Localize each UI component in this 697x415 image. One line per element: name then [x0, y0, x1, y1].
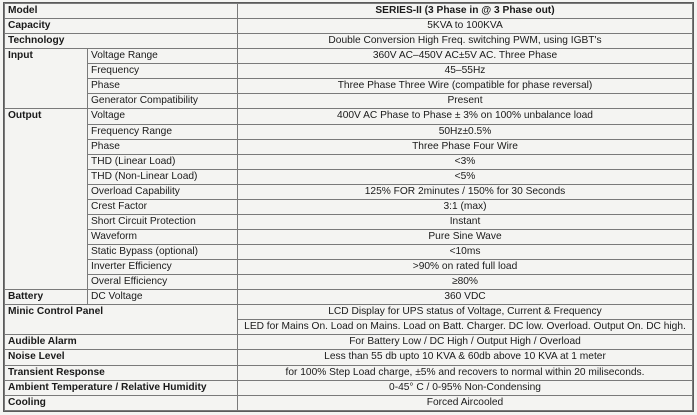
- category-label: Capacity: [5, 19, 238, 34]
- table-row: [5, 19, 693, 34]
- spec-value: Three Phase Four Wire: [238, 139, 693, 154]
- header-model-value: SERIES-II (3 Phase in @ 3 Phase out): [238, 4, 693, 19]
- parameter-label: Overload Capability: [88, 184, 238, 199]
- table-row: [5, 79, 693, 94]
- spec-value: For Battery Low / DC High / Output High / Overload: [238, 335, 693, 350]
- spec-value: <10ms: [238, 245, 693, 260]
- parameter-label: Phase: [88, 79, 238, 94]
- spec-value: for 100% Step Load charge, ±5% and recovers to normal within 20 miliseconds.: [238, 365, 693, 380]
- spec-sheet: [3, 2, 694, 412]
- spec-value: 50Hz±0.5%: [238, 124, 693, 139]
- parameter-label: THD (Linear Load): [88, 154, 238, 169]
- category-label: Technology: [5, 34, 238, 49]
- category-label: Audible Alarm: [5, 335, 238, 350]
- table-row: [5, 275, 693, 290]
- header-label: Model: [5, 4, 238, 19]
- spec-value: 45–55Hz: [238, 64, 693, 79]
- spec-value: 0-45° C / 0-95% Non-Condensing: [238, 380, 693, 395]
- parameter-label: Frequency: [88, 64, 238, 79]
- table-row: [5, 94, 693, 109]
- table-row: [5, 154, 693, 169]
- spec-value: <3%: [238, 154, 693, 169]
- category-label: Noise Level: [5, 350, 238, 365]
- spec-value: Present: [238, 94, 693, 109]
- table-row: [5, 380, 693, 395]
- parameter-label: Voltage: [88, 109, 238, 124]
- table-row: [5, 395, 693, 410]
- spec-value: LED for Mains On. Load on Mains. Load on Batt. Charger. DC low. Overload. Output On. DC high.: [238, 320, 693, 335]
- table-row: [5, 124, 693, 139]
- parameter-label: Frequency Range: [88, 124, 238, 139]
- category-label: Cooling: [5, 395, 238, 410]
- table-row: [5, 199, 693, 214]
- spec-value: Less than 55 db upto 10 KVA & 60db above 10 KVA at 1 meter: [238, 350, 693, 365]
- spec-value: >90% on rated full load: [238, 260, 693, 275]
- parameter-label: Inverter Efficiency: [88, 260, 238, 275]
- spec-value: 360 VDC: [238, 290, 693, 305]
- table-row: [5, 64, 693, 79]
- parameter-label: Generator Compatibility: [88, 94, 238, 109]
- table-row: [5, 169, 693, 184]
- parameter-label: Overal Efficiency: [88, 275, 238, 290]
- category-label: Ambient Temperature / Relative Humidity: [5, 380, 238, 395]
- category-label: Input: [5, 49, 88, 109]
- table-row: [5, 245, 693, 260]
- spec-value: Pure Sine Wave: [238, 229, 693, 244]
- spec-value: Forced Aircooled: [238, 395, 693, 410]
- spec-value: Double Conversion High Freq. switching PWM, using IGBT's: [238, 34, 693, 49]
- table-row: [5, 49, 693, 64]
- spec-value: 125% FOR 2minutes / 150% for 30 Seconds: [238, 184, 693, 199]
- category-label: Minic Control Panel: [5, 305, 238, 335]
- parameter-label: THD (Non-Linear Load): [88, 169, 238, 184]
- header-row: [5, 4, 693, 19]
- parameter-label: Waveform: [88, 229, 238, 244]
- spec-value: 400V AC Phase to Phase ± 3% on 100% unbalance load: [238, 109, 693, 124]
- spec-value: LCD Display for UPS status of Voltage, Current & Frequency: [238, 305, 693, 320]
- table-row: [5, 214, 693, 229]
- table-row: [5, 229, 693, 244]
- spec-value: Three Phase Three Wire (compatible for phase reversal): [238, 79, 693, 94]
- spec-value: ≥80%: [238, 275, 693, 290]
- table-row: [5, 139, 693, 154]
- table-row: [5, 109, 693, 124]
- parameter-label: Static Bypass (optional): [88, 245, 238, 260]
- table-row: [5, 260, 693, 275]
- parameter-label: Phase: [88, 139, 238, 154]
- table-row: [5, 365, 693, 380]
- table-row: [5, 350, 693, 365]
- parameter-label: Voltage Range: [88, 49, 238, 64]
- spec-value: <5%: [238, 169, 693, 184]
- spec-value: Instant: [238, 214, 693, 229]
- table-row: [5, 305, 693, 320]
- parameter-label: DC Voltage: [88, 290, 238, 305]
- table-row: [5, 34, 693, 49]
- category-label: Battery: [5, 290, 88, 305]
- table-row: [5, 184, 693, 199]
- parameter-label: Crest Factor: [88, 199, 238, 214]
- parameter-label: Short Circuit Protection: [88, 214, 238, 229]
- spec-table-body: [5, 4, 693, 411]
- category-label: Output: [5, 109, 88, 290]
- spec-value: 5KVA to 100KVA: [238, 19, 693, 34]
- spec-table: [4, 3, 693, 411]
- category-label: Transient Response: [5, 365, 238, 380]
- table-row: [5, 335, 693, 350]
- spec-value: 3:1 (max): [238, 199, 693, 214]
- spec-value: 360V AC–450V AC±5V AC. Three Phase: [238, 49, 693, 64]
- table-row: [5, 290, 693, 305]
